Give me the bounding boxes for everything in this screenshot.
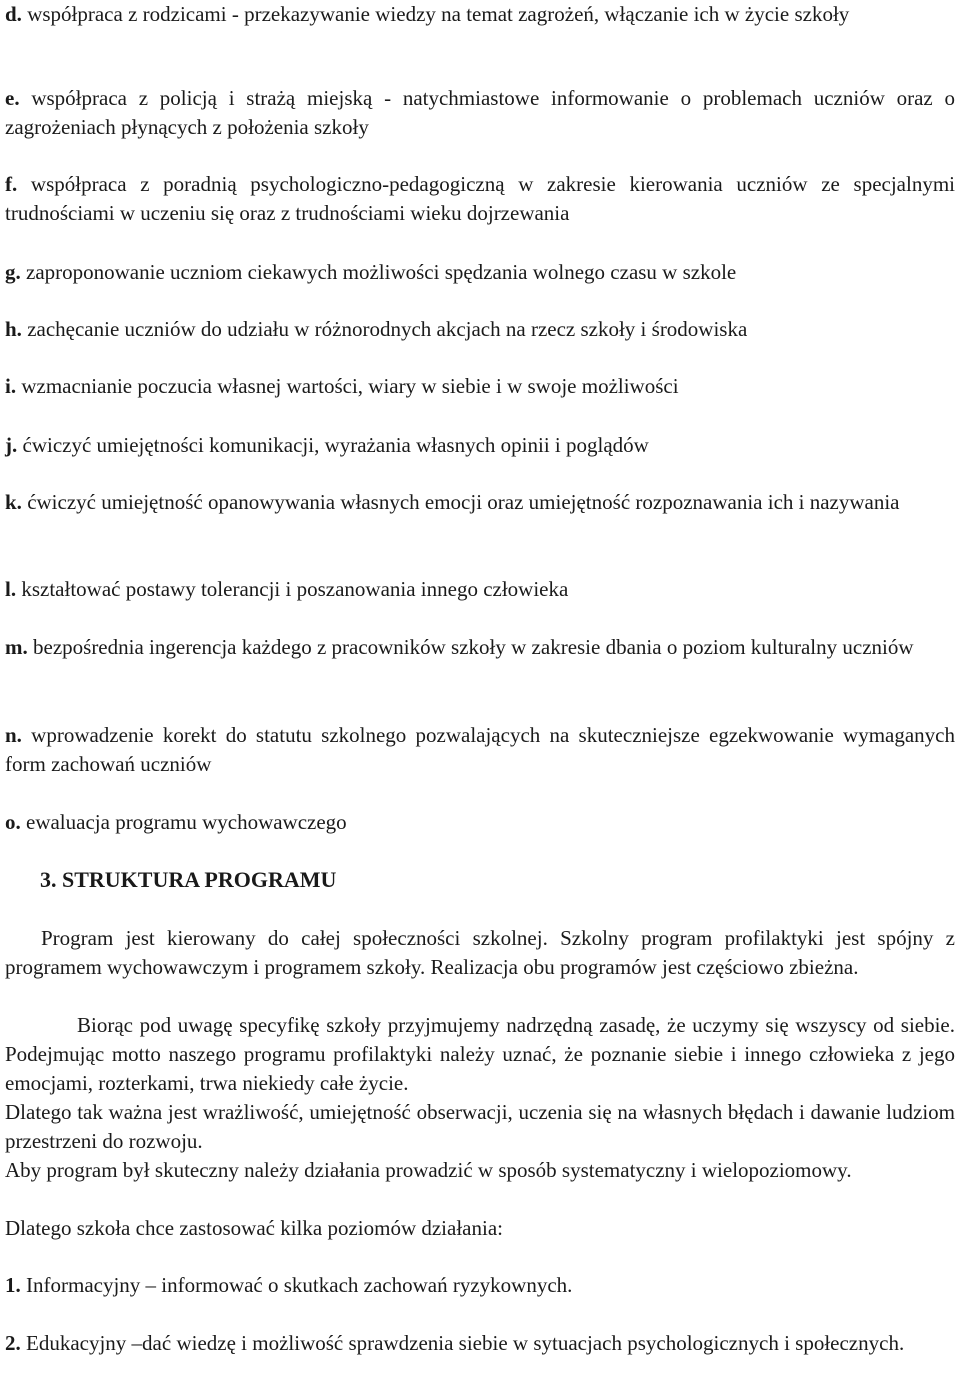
list-item-letter: o. [5, 810, 21, 834]
list-item-g [5, 258, 955, 287]
list-item-j [5, 431, 955, 460]
paragraph-main-principle: Biorąc pod uwagę specyfikę szkoły przyjmujemy nadrzędną zasadę, że uczymy się wszyscy od siebie. Podejmując motto naszego programu profilaktyki należy uznać, że poznanie siebie i innego człowieka z jego emocjami, rozterkami, trwa niekiedy całe życie. [5, 1013, 955, 1095]
list-item-text: współpraca z policją i strażą miejską - natychmiastowe informowanie o problemach uczniów oraz o zagrożeniach płynących z położenia szkoły [5, 86, 955, 139]
list-item-letter: e. [5, 86, 20, 110]
section-heading: 3. STRUKTURA PROGRAMU [40, 867, 337, 892]
list-item-text: bezpośrednia ingerencja każdego z pracowników szkoły w zakresie dbania o poziom kulturalny uczniów [27, 635, 914, 659]
list-item-letter: d. [5, 2, 22, 26]
list-item-o [5, 808, 955, 837]
list-item-letter: m. [5, 635, 28, 659]
list-item-text: ćwiczyć umiejętności komunikacji, wyrażania własnych opinii i poglądów [17, 433, 649, 457]
level-item-informational [5, 1271, 955, 1300]
list-item-text: współpraca z rodzicami - przekazywanie wiedzy na temat zagrożeń, włączanie ich w życie szkoły [21, 2, 850, 26]
list-item-letter: l. [5, 577, 17, 601]
list-item-text: wzmacnianie poczucia własnej wartości, wiary w siebie i w swoje możliwości [16, 374, 679, 398]
list-item-i [5, 372, 955, 401]
level-number: 2. [5, 1331, 21, 1355]
list-item-text: kształtować postawy tolerancji i poszanowania innego człowieka [16, 577, 569, 601]
level-text: Edukacyjny –dać wiedzę i możliwość sprawdzenia siebie w sytuacjach psychologicznych i społecznych. [20, 1331, 905, 1355]
list-item-l [5, 575, 955, 604]
list-item-letter: h. [5, 317, 22, 341]
list-item-text: ewaluacja programu wychowawczego [20, 810, 347, 834]
list-item-letter: j. [5, 433, 18, 457]
list-item-letter: n. [5, 723, 22, 747]
paragraph-effectiveness: Aby program był skuteczny należy działania prowadzić w sposób systematyczny i wielopoziomowy. [5, 1158, 852, 1182]
list-item-letter: g. [5, 260, 21, 284]
list-item-text: ćwiczyć umiejętność opanowywania własnych emocji oraz umiejętność rozpoznawania ich i nazywania [21, 490, 900, 514]
list-item-text: wprowadzenie korekt do statutu szkolnego pozwalających na skuteczniejsze egzekwowanie wymaganych form zachowań uczniów [5, 723, 955, 776]
list-item-letter: i. [5, 374, 17, 398]
list-item-k [5, 488, 955, 517]
list-item-text: współpraca z poradnią psychologiczno-pedagogiczną w zakresie kierowania uczniów ze specjalnymi trudnościami w uczeniu się oraz z trudnościami wieku dojrzewania [5, 172, 955, 225]
list-item-text: zaproponowanie uczniom ciekawych możliwości spędzania wolnego czasu w szkole [20, 260, 737, 284]
list-item-f [5, 170, 955, 228]
list-item-m [5, 633, 955, 662]
list-item-d [5, 0, 955, 29]
list-item-h [5, 315, 955, 344]
level-item-educational [5, 1329, 955, 1358]
list-item-letter: f. [5, 172, 18, 196]
paragraph-program-scope: Program jest kierowany do całej społeczności szkolnej. Szkolny program profilaktyki jest spójny z programem wychowawczym i programem szkoły. Realizacja obu programów jest częściowo zbieżna. [5, 926, 955, 979]
list-item-text: zachęcanie uczniów do udziału w różnorodnych akcjach na rzecz szkoły i środowiska [21, 317, 748, 341]
list-item-n [5, 721, 955, 779]
list-item-e [5, 84, 955, 142]
level-number: 1. [5, 1273, 21, 1297]
list-item-letter: k. [5, 490, 22, 514]
level-text: Informacyjny – informować o skutkach zachowań ryzykownych. [20, 1273, 573, 1297]
paragraph-levels-intro: Dlatego szkoła chce zastosować kilka poziomów działania: [5, 1216, 503, 1240]
paragraph-sensitivity: Dlatego tak ważna jest wrażliwość, umiejętność obserwacji, uczenia się na własnych błędach i dawanie ludziom przestrzeni do rozwoju. [5, 1100, 955, 1153]
